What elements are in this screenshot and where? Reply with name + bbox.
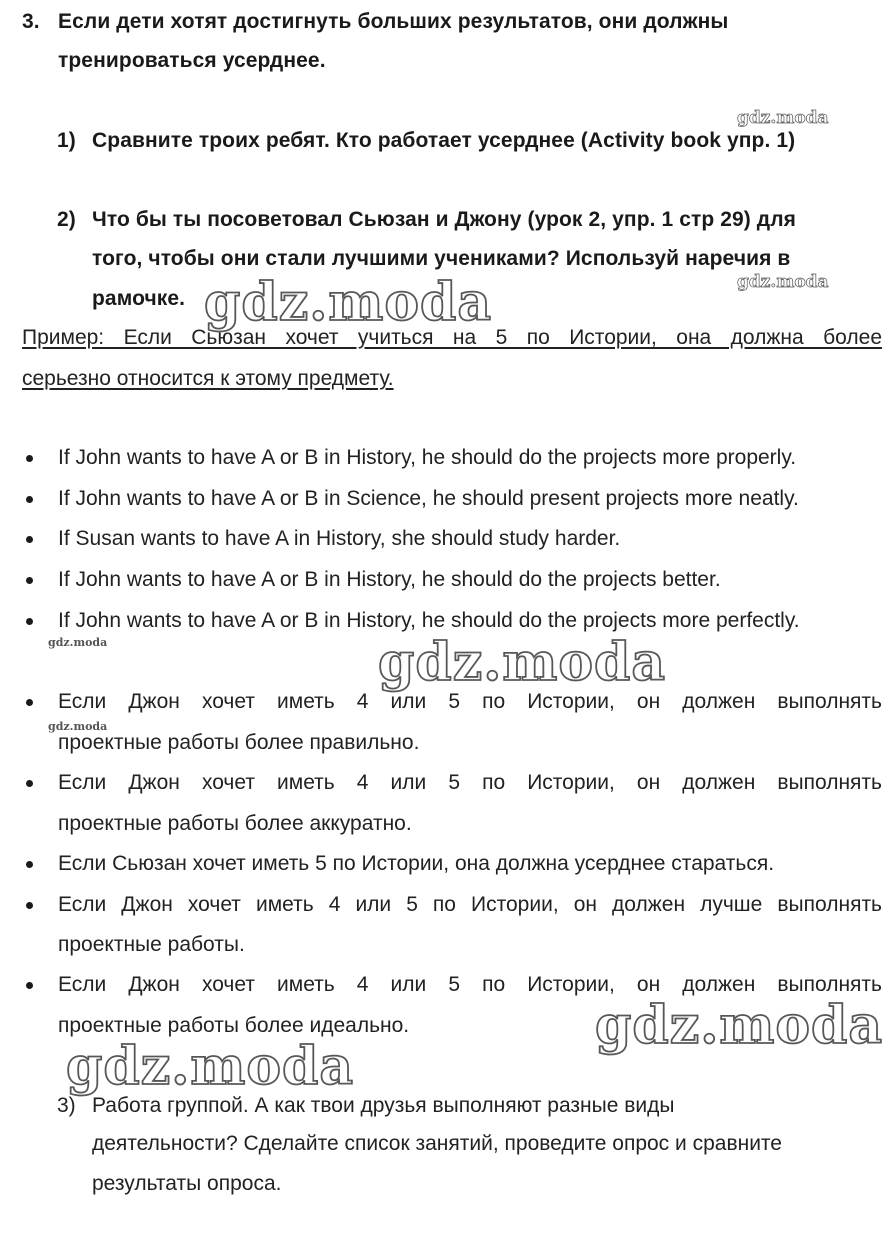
subtask3-line3: результаты опроса. — [92, 1172, 282, 1195]
bullet-icon — [26, 536, 33, 543]
bullet-icon — [26, 861, 33, 868]
bullet-icon — [26, 618, 33, 625]
watermark: gdz.moda — [595, 995, 884, 1056]
subtask2-line2: того, чтобы они стали лучшими учениками? Используй наречия в — [92, 247, 791, 270]
subtask2-line1: Что бы ты посоветовал Сьюзан и Джону (урок 2, упр. 1 стр 29) для — [92, 208, 797, 231]
task-title-line2: тренироваться усерднее. — [58, 49, 326, 72]
english-bullet-item: If John wants to have A or B in History, he should do the projects better. — [58, 568, 721, 591]
subtask3-number: 3) — [57, 1094, 76, 1117]
english-bullet-item: If John wants to have A or B in History, he should do the projects more perfectly. — [58, 609, 800, 632]
bullet-icon — [26, 982, 33, 989]
russian-bullet-line1: Если Сьюзан хочет иметь 5 по Истории, она должна усерднее стараться. — [58, 852, 775, 875]
bullet-icon — [26, 699, 33, 706]
bullet-icon — [26, 780, 33, 787]
russian-bullet-line1: Если Джон хочет иметь 4 или 5 по Истории, он должен выполнять — [58, 973, 882, 996]
watermark: gdz.moda — [48, 720, 108, 733]
watermark: gdz.moda — [48, 636, 108, 649]
bullet-icon — [26, 902, 33, 909]
subtask1-number: 1) — [57, 129, 76, 152]
watermark: gdz.moda — [737, 108, 829, 128]
task-number: 3. — [22, 10, 40, 33]
example-line1: Пример: Если Сьюзан хочет учиться на 5 по Истории, она должна более — [22, 326, 882, 349]
subtask3-line1: Работа группой. А как твои друзья выполняют разные виды — [92, 1094, 675, 1117]
russian-bullet-line1: Если Джон хочет иметь 4 или 5 по Истории, он должен выполнять — [58, 690, 882, 713]
watermark: gdz.moda — [378, 632, 667, 693]
english-bullet-item: If Susan wants to have A in History, she should study harder. — [58, 527, 621, 550]
subtask2-number: 2) — [57, 208, 76, 231]
bullet-icon — [26, 577, 33, 584]
russian-bullet-line2: проектные работы более аккуратно. — [58, 812, 412, 835]
english-bullet-item: If John wants to have A or B in History, he should do the projects more properly. — [58, 446, 797, 469]
russian-bullet-line2: проектные работы более идеально. — [58, 1014, 410, 1037]
subtask2-line3: рамочке. — [92, 287, 186, 310]
subtask1-text: Сравните троих ребят. Кто работает усерднее (Activity book упр. 1) — [92, 129, 796, 152]
subtask3-line2: деятельности? Сделайте список занятий, проведите опрос и сравните — [92, 1132, 782, 1155]
watermark: gdz.moda — [66, 1036, 355, 1097]
russian-bullet-line1: Если Джон хочет иметь 4 или 5 по Истории, он должен лучше выполнять — [58, 893, 882, 916]
watermark: gdz.moda — [204, 272, 493, 333]
bullet-icon — [26, 455, 33, 462]
russian-bullet-line1: Если Джон хочет иметь 4 или 5 по Истории, он должен выполнять — [58, 771, 882, 794]
english-bullet-item: If John wants to have A or B in Science, he should present projects more neatly. — [58, 487, 799, 510]
russian-bullet-line2: проектные работы. — [58, 933, 245, 956]
russian-bullet-line2: проектные работы более правильно. — [58, 731, 420, 754]
bullet-icon — [26, 496, 33, 503]
watermark: gdz.moda — [737, 272, 829, 292]
example-line2: серьезно относится к этому предмету. — [22, 367, 394, 390]
task-title-line1: Если дети хотят достигнуть больших результатов, они должны — [58, 10, 729, 33]
